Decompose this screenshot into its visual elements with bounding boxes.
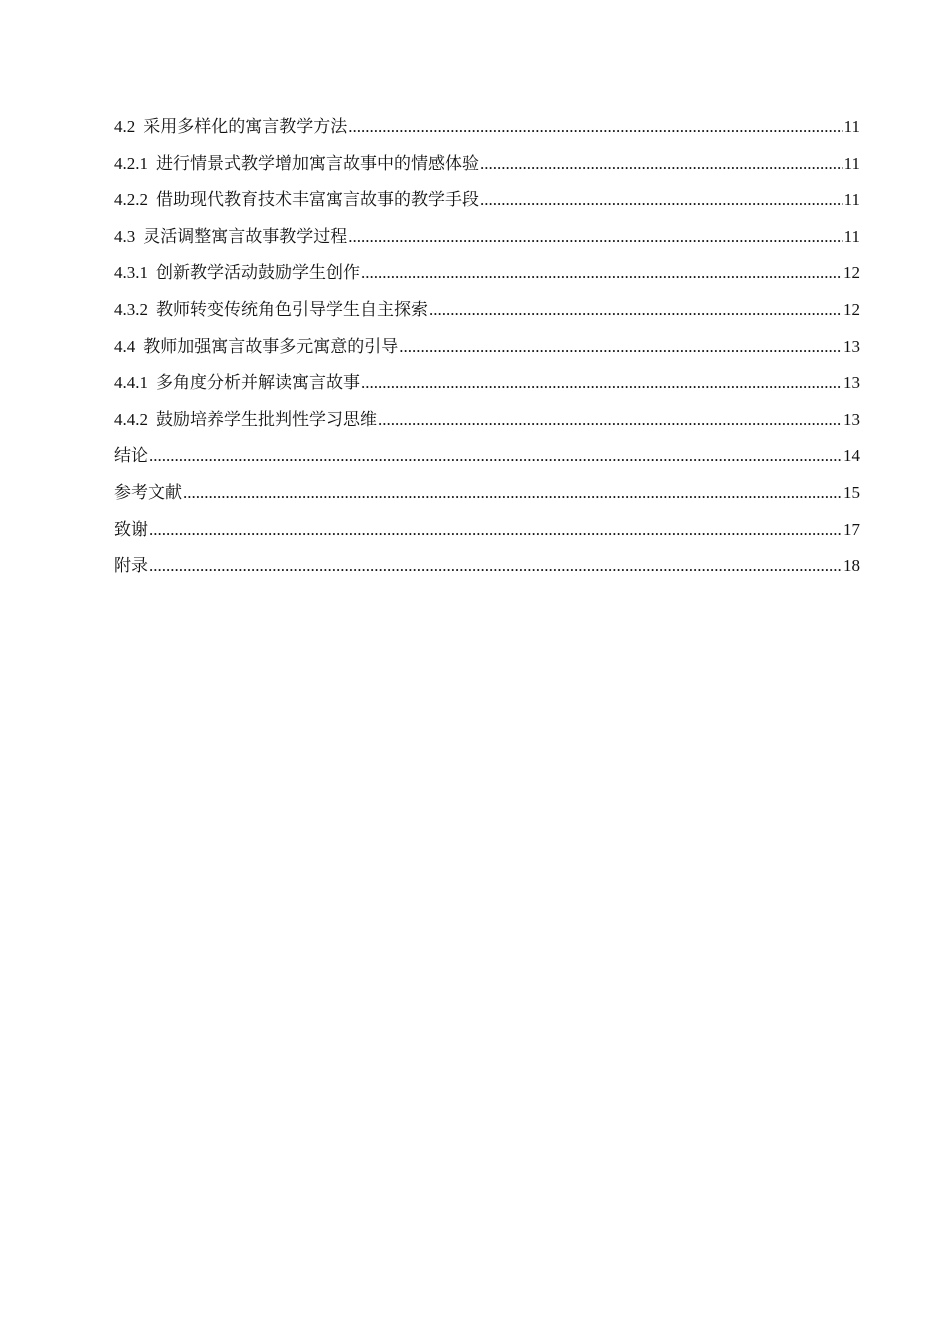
toc-entry[interactable] — [114, 515, 860, 552]
toc-section-number: 4.3 — [114, 226, 136, 246]
toc-page-number: 11 — [843, 226, 860, 246]
toc-title: 教师加强寓言故事多元寓意的引导 — [143, 336, 399, 356]
toc-dot-leader — [183, 478, 842, 508]
toc-entry[interactable] — [114, 185, 860, 222]
toc-section-number: 4.4 — [114, 336, 136, 356]
toc-page-number: 14 — [843, 446, 860, 466]
toc-entry[interactable] — [114, 368, 860, 405]
toc-section-number: 4.2.1 — [114, 153, 148, 173]
toc-page-number: 12 — [843, 263, 860, 283]
toc-title: 进行情景式教学增加寓言故事中的情感体验 — [156, 153, 479, 173]
toc-entry[interactable] — [114, 222, 860, 259]
toc-dot-leader — [429, 295, 842, 325]
toc-section-number: 4.3.2 — [114, 299, 148, 319]
toc-dot-leader — [378, 405, 842, 435]
toc-page-number: 11 — [843, 153, 860, 173]
toc-dot-leader — [361, 258, 842, 288]
toc-page-number: 13 — [843, 336, 860, 356]
toc-title: 创新教学活动鼓励学生创作 — [156, 263, 360, 283]
toc-entry[interactable] — [114, 295, 860, 332]
toc-dot-leader — [149, 441, 842, 471]
toc-title: 结论 — [114, 446, 148, 466]
toc-title: 灵活调整寓言故事教学过程 — [143, 226, 348, 246]
toc-dot-leader — [361, 368, 842, 398]
toc-title: 致谢 — [114, 519, 148, 539]
toc-section-number: 4.3.1 — [114, 263, 148, 283]
toc-title: 鼓励培养学生批判性学习思维 — [156, 409, 377, 429]
toc-dot-leader — [480, 185, 843, 215]
toc-dot-leader — [149, 551, 842, 581]
toc-section-number: 4.4.2 — [114, 409, 148, 429]
toc-dot-leader — [480, 149, 843, 179]
toc-section-number: 4.2 — [114, 117, 136, 136]
toc-title: 教师转变传统角色引导学生自主探索 — [156, 299, 428, 319]
toc-entry[interactable] — [114, 551, 860, 588]
toc-title: 附录 — [114, 556, 148, 576]
toc-entry[interactable] — [114, 112, 860, 149]
toc-page-number: 11 — [843, 117, 860, 136]
toc-page-number: 18 — [843, 556, 860, 576]
toc-dot-leader — [399, 332, 842, 362]
toc-page-number: 13 — [843, 409, 860, 429]
toc-dot-leader — [348, 222, 842, 252]
table-of-contents — [114, 112, 860, 588]
toc-entry[interactable] — [114, 478, 860, 515]
toc-title: 借助现代教育技术丰富寓言故事的教学手段 — [156, 190, 479, 210]
toc-title: 采用多样化的寓言教学方法 — [143, 117, 348, 136]
toc-entry[interactable] — [114, 441, 860, 478]
toc-section-number: 4.2.2 — [114, 190, 148, 210]
toc-page-number: 11 — [843, 190, 860, 210]
toc-title: 多角度分析并解读寓言故事 — [156, 373, 360, 393]
toc-page-number: 15 — [843, 482, 860, 502]
toc-section-number: 4.4.1 — [114, 373, 148, 393]
toc-entry[interactable] — [114, 405, 860, 442]
toc-page-number: 17 — [843, 519, 860, 539]
toc-entry[interactable] — [114, 332, 860, 369]
toc-dot-leader — [149, 515, 842, 545]
toc-dot-leader — [348, 112, 842, 142]
toc-entry[interactable] — [114, 258, 860, 295]
toc-page-number: 12 — [843, 299, 860, 319]
toc-page-number: 13 — [843, 373, 860, 393]
toc-entry[interactable] — [114, 149, 860, 186]
toc-title: 参考文献 — [114, 482, 182, 502]
